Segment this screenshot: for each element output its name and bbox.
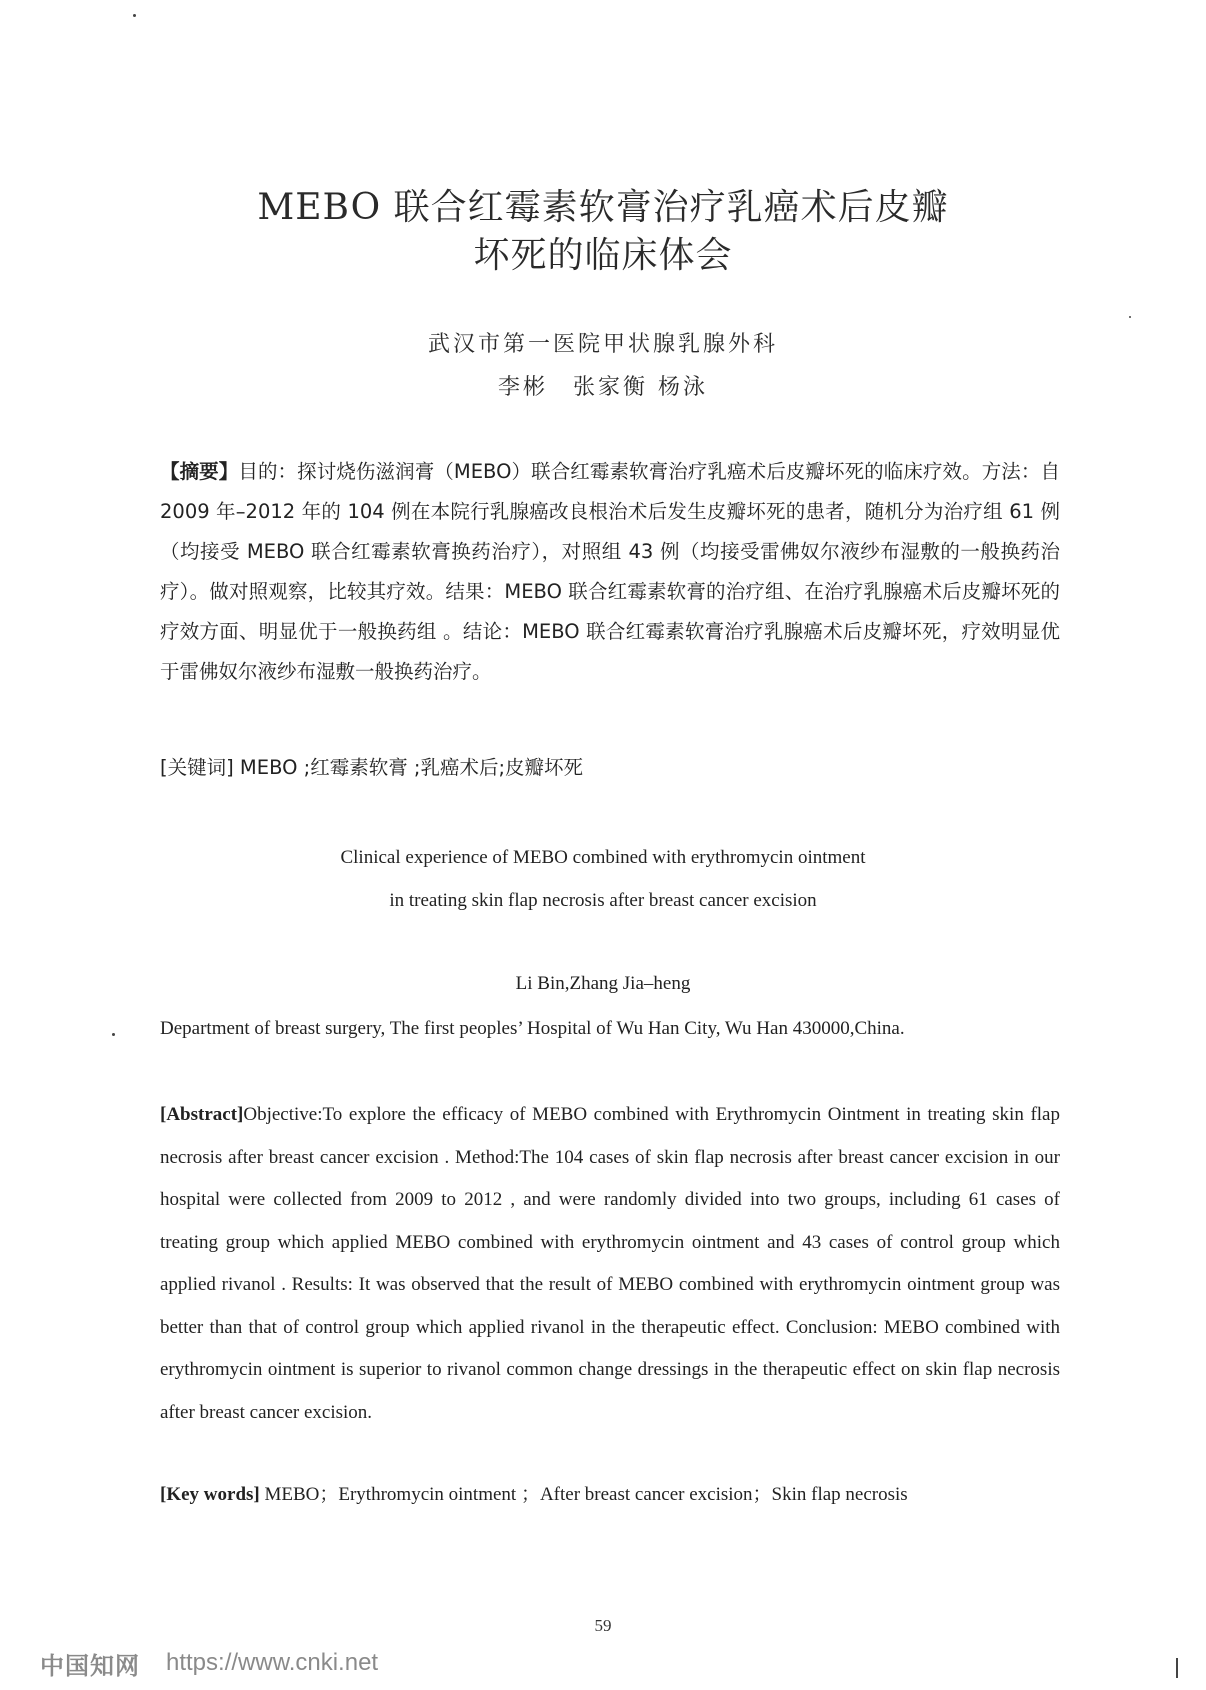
scan-mark <box>1176 1658 1178 1678</box>
footer-watermark <box>40 1648 378 1678</box>
scan-speck <box>112 1033 115 1036</box>
keywords-en-text: MEBO；Erythromycin ointment ；After breast cancer excision；Skin flap necrosis <box>259 1484 908 1505</box>
scan-speck <box>1129 316 1131 318</box>
abstract-cn-label: 【摘要】 <box>160 460 239 483</box>
abstract-en-text: Objective:To explore the efficacy of MEBO combined with Erythromycin Ointment in treating skin flap necrosis after breast cancer excision . Method:The 104 cases of skin flap necrosis after breast cancer excision in our hospital were collected from 2009 to 2012 , and were randomly divided into two groups, including 61 cases of treating group which applied MEBO combined with erythromycin ointment and 43 cases of control group which applied rivanol . Results: It was observed that the result of MEBO combined with erythromycin ointment group was better than that of control group which applied rivanol in the therapeutic effect. Conclusion: MEBO combined with erythromycin ointment is superior to rivanol common change dressings in the therapeutic effect on skin flap necrosis after breast cancer excision. <box>160 1104 1060 1423</box>
english-title-line-1: Clinical experience of MEBO combined with erythromycin ointment <box>340 847 866 868</box>
cnki-url[interactable]: https://www.cnki.net <box>166 1649 379 1676</box>
title-line-1: MEBO 联合红霉素软膏治疗乳癌术后皮瓣 <box>257 187 949 228</box>
affiliation-cn: 武汉市第一医院甲状腺乳腺外科 <box>427 332 778 357</box>
keywords-cn-label: [关键词] <box>160 756 234 779</box>
abstract-en <box>160 1094 1060 1434</box>
keywords-cn <box>160 752 583 780</box>
abstract-en-label: [Abstract] <box>160 1104 244 1125</box>
keywords-en-label: [Key words] <box>160 1484 260 1505</box>
abstract-cn <box>160 452 1060 692</box>
scan-speck <box>133 14 136 17</box>
keywords-cn-text: MEBO ;红霉素软膏 ;乳癌术后;皮瓣坏死 <box>233 756 584 779</box>
authors-cn: 李彬 张家衡 杨泳 <box>498 375 708 400</box>
authors-en: Li Bin,Zhang Jia–heng <box>515 973 691 994</box>
page-number: 59 <box>594 1616 612 1635</box>
keywords-en <box>160 1479 908 1506</box>
cnki-logo: 中国知网 <box>40 1651 140 1680</box>
english-title-line-2: in treating skin flap necrosis after breast cancer excision <box>389 890 817 911</box>
title-line-2: 坏死的临床体会 <box>473 235 733 276</box>
abstract-cn-text: 目的：探讨烧伤滋润膏（MEBO）联合红霉素软膏治疗乳癌术后皮瓣坏死的临床疗效。方法：自 2009 年–2012 年的 104 例在本院行乳腺癌改良根治术后发生皮瓣坏死的患者，随机分为治疗组 61 例（均接受 MEBO 联合红霉素软膏换药治疗），对照组 43 例（均接受雷佛奴尔液纱布湿敷的一般换药治疗）。做对照观察，比较其疗效。结果：MEBO 联合红霉素软膏的治疗组、在治疗乳腺癌术后皮瓣坏死的疗效方面、明显优于一般换药组 。结论：MEBO 联合红霉素软膏治疗乳腺癌术后皮瓣坏死，疗效明显优于雷佛奴尔液纱布湿敷一般换药治疗。 <box>160 460 1060 683</box>
affiliation-en: Department of breast surgery, The first peoples’ Hospital of Wu Han City, Wu Han 430000,China. <box>160 1018 905 1039</box>
